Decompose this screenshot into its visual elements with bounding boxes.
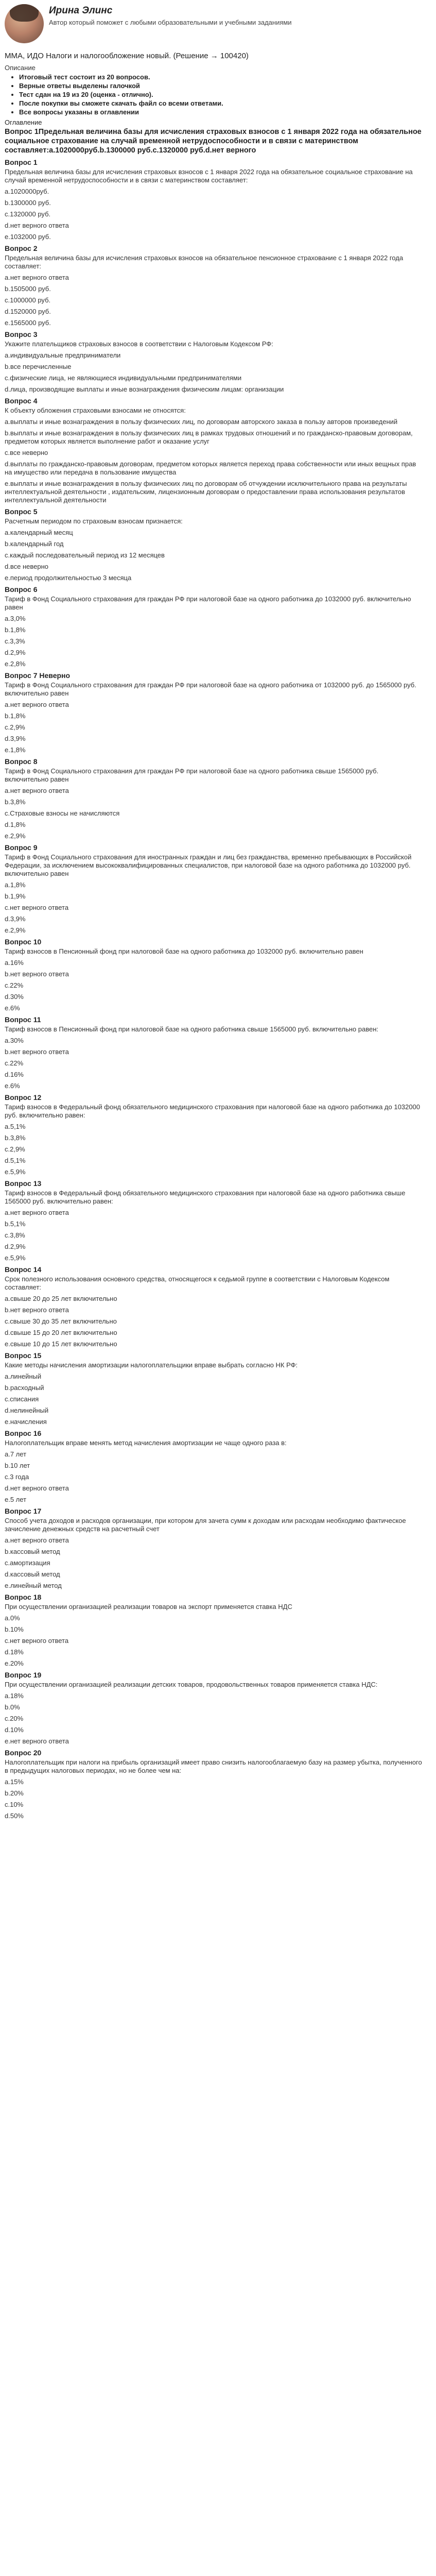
question-title: Вопрос 14 bbox=[5, 1265, 42, 1274]
answer-option: d.2,9% bbox=[5, 649, 26, 656]
answer-option: d.1520000 руб. bbox=[5, 308, 51, 315]
answer-option: a.1020000руб. bbox=[5, 188, 49, 195]
description-bullet: • Итоговый тест состоит из 20 вопросов. bbox=[19, 73, 422, 81]
question-text: Налогоплательщик при налоги на прибыль организаций имеет право снизить налогооблагаемую базу на размер убытка, полученного в предыдущих налоговых периодах, но не более чем на: bbox=[5, 1758, 422, 1774]
author-block bbox=[5, 3, 422, 49]
answer-option: d.1,8% bbox=[5, 821, 26, 828]
question-block bbox=[5, 1265, 422, 1348]
answer-option: a.линейный bbox=[5, 1372, 42, 1380]
answer-option: e.1,8% bbox=[5, 746, 26, 754]
answer-option: b.расходный bbox=[5, 1384, 44, 1392]
question-title: Вопрос 20 bbox=[5, 1749, 42, 1757]
answer-option: b.1,8% bbox=[5, 626, 26, 634]
answer-option: a.свыше 20 до 25 лет включительно bbox=[5, 1295, 117, 1302]
question-text: Тариф взносов в Пенсионный фонд при налоговой базе на одного работника свыше 1565000 руб. включительно равен: bbox=[5, 1025, 379, 1033]
question-title: Вопрос 4 bbox=[5, 397, 38, 405]
answer-option: e.2,8% bbox=[5, 660, 26, 668]
question-block bbox=[5, 671, 422, 754]
answer-option: e.начисления bbox=[5, 1418, 47, 1426]
answer-option: b.выплаты и иные вознаграждения в пользу физических лиц в рамках трудовых отношений и по гражданско-правовым договорам, предметом которых является выполнение работ и оказание услуг bbox=[5, 429, 413, 445]
question-title: Вопрос 12 bbox=[5, 1093, 42, 1101]
question-block bbox=[5, 1603, 422, 1668]
question-block bbox=[5, 585, 422, 668]
question-text: Какие методы начисления амортизации налогоплательщики вправе выбрать согласно НК РФ: bbox=[5, 1361, 298, 1369]
answer-option: b.3,8% bbox=[5, 798, 26, 806]
answer-option: e.6% bbox=[5, 1004, 20, 1012]
answer-option: c.1320000 руб. bbox=[5, 210, 51, 218]
answer-option: a.18% bbox=[5, 1692, 24, 1700]
answer-option: e.20% bbox=[5, 1659, 24, 1667]
question-title: Вопрос 17 bbox=[5, 1507, 42, 1515]
author-description: Автор который поможет с любыми образовательными и учебными заданиями bbox=[49, 19, 292, 26]
question-block bbox=[5, 1093, 422, 1176]
answer-option: d.16% bbox=[5, 1071, 24, 1078]
description-bullets bbox=[5, 73, 422, 116]
answer-option: a.календарный месяц bbox=[5, 529, 73, 536]
answer-option: d.3,9% bbox=[5, 735, 26, 742]
question-block bbox=[5, 1749, 422, 1820]
description-label: Описание bbox=[5, 64, 36, 72]
answer-option: a.5,1% bbox=[5, 1123, 26, 1130]
question-block bbox=[5, 1507, 422, 1590]
answer-option: a.7 лет bbox=[5, 1450, 27, 1458]
answer-option: b.20% bbox=[5, 1789, 24, 1797]
answer-option: d.все неверно bbox=[5, 563, 48, 570]
answer-option: d.3,9% bbox=[5, 915, 26, 923]
answer-option: c.физические лица, не являющиеся индивидуальными предпринимателями bbox=[5, 374, 242, 382]
author-name[interactable]: Ирина Элинс bbox=[49, 5, 113, 16]
answer-option: c.22% bbox=[5, 1059, 24, 1067]
description-bullet: • Тест сдан на 19 из 20 (оценка - отлично). bbox=[19, 90, 422, 99]
answer-option: e.нет верного ответа bbox=[5, 1737, 69, 1745]
answer-option: d.кассовый метод bbox=[5, 1570, 60, 1578]
question-block bbox=[5, 1593, 422, 1602]
answer-option: c.3,8% bbox=[5, 1231, 25, 1239]
question-text: Предельная величина базы для исчисления страховых взносов с 1 января 2022 года на обязательное социальное страхование на случай временной нетрудоспособности и в связи с материнством составляет: bbox=[5, 168, 413, 184]
answer-option: b.все перечисленные bbox=[5, 363, 72, 370]
answer-option: b.10% bbox=[5, 1625, 24, 1633]
page-title: ММА, ИДО Налоги и налогообложение новый. (Решение → 100420) bbox=[5, 52, 249, 60]
question-block bbox=[5, 1351, 422, 1426]
answer-option: a.30% bbox=[5, 1037, 24, 1044]
question-block bbox=[5, 1179, 422, 1262]
question-block bbox=[5, 1015, 422, 1090]
answer-option: b.1300000 руб. bbox=[5, 199, 51, 207]
question-title: Вопрос 6 bbox=[5, 585, 38, 594]
answer-option: e.период продолжительностью 3 месяца bbox=[5, 574, 132, 582]
answer-option: e.1032000 руб. bbox=[5, 233, 51, 241]
answer-option: b.3,8% bbox=[5, 1134, 26, 1142]
answer-option: e.5 лет bbox=[5, 1496, 27, 1503]
question-title: Вопрос 9 bbox=[5, 843, 38, 852]
answer-option: c.списания bbox=[5, 1395, 39, 1403]
question-text: Тариф в Фонд Социального страхования для граждан РФ при налоговой базе на одного работника до 1032000 руб. включительно равен bbox=[5, 595, 411, 611]
answer-option: c.свыше 30 до 35 лет включительно bbox=[5, 1317, 117, 1325]
question-title: Вопрос 16 bbox=[5, 1429, 42, 1437]
question-text: Тариф в Фонд Социального страхования для иностранных граждан и лиц без гражданства, временно пребывающих в Российской Федерации, за исключением высококвалифицированных специалистов, при налоговой базе на одного работника до 1032000 руб. включительно равен bbox=[5, 853, 412, 877]
question-title: Вопрос 8 bbox=[5, 757, 38, 766]
question-block bbox=[5, 397, 422, 504]
question-title: Вопрос 1 bbox=[5, 158, 38, 166]
question-text: К объекту обложения страховыми взносами не относятся: bbox=[5, 406, 186, 414]
answer-option: d.выплаты по гражданско-правовым договорам, предметом которых является переход права собственности или иных вещных прав на имущество или передача в пользование имущества bbox=[5, 460, 416, 476]
avatar[interactable] bbox=[5, 4, 44, 43]
question-text: Укажите плательщиков страховых взносов в соответствии с Налоговым Кодексом РФ: bbox=[5, 340, 273, 348]
answer-option: c.3,3% bbox=[5, 637, 25, 645]
question-text: При осуществлении организацией реализации товаров на экспорт применяется ставка НДС bbox=[5, 1603, 292, 1611]
question-block bbox=[5, 507, 422, 582]
answer-option: c.амортизация bbox=[5, 1559, 50, 1567]
description-bullet: • Верные ответы выделены галочкой bbox=[19, 81, 422, 90]
answer-option: d.нет верного ответа bbox=[5, 222, 69, 229]
question-text: Тариф в Фонд Социального страхования для граждан РФ при налоговой базе на одного работника от 1032000 руб. до 1565000 руб. включительно равен bbox=[5, 681, 416, 697]
answer-option: b.5,1% bbox=[5, 1220, 26, 1228]
answer-option: d.18% bbox=[5, 1648, 24, 1656]
question-title: Вопрос 3 bbox=[5, 330, 38, 338]
answer-option: a.индивидуальные предприниматели bbox=[5, 351, 121, 359]
answer-option: c.10% bbox=[5, 1801, 24, 1808]
answer-option: b.0% bbox=[5, 1703, 20, 1711]
question-block bbox=[5, 1671, 422, 1745]
description-bullet: • После покупки вы сможете скачать файл со всеми ответами. bbox=[19, 99, 422, 108]
author-info bbox=[49, 3, 292, 27]
answer-option: a.выплаты и иные вознаграждения в пользу физических лиц, по договорам авторского заказа в пользу авторов произведений bbox=[5, 418, 398, 426]
answer-option: c.нет верного ответа bbox=[5, 904, 69, 911]
answer-option: a.3,0% bbox=[5, 615, 26, 622]
answer-option: b.нет верного ответа bbox=[5, 970, 69, 978]
question-block bbox=[5, 244, 422, 327]
question-block bbox=[5, 1429, 422, 1504]
answer-option: e.2,9% bbox=[5, 832, 26, 840]
answer-option: e.свыше 10 до 15 лет включительно bbox=[5, 1340, 117, 1348]
question-text: Тариф взносов в Федеральный фонд обязательного медицинского страхования при налоговой базе на одного работника свыше 1565000 руб. включительно равен: bbox=[5, 1189, 406, 1205]
answer-option: a.нет верного ответа bbox=[5, 787, 69, 794]
answer-option: a.нет верного ответа bbox=[5, 701, 69, 708]
answer-option: e.5,9% bbox=[5, 1254, 26, 1262]
question-title: Вопрос 5 bbox=[5, 507, 38, 516]
answer-option: e.2,9% bbox=[5, 926, 26, 934]
answer-option: c.20% bbox=[5, 1715, 24, 1722]
answer-option: e.6% bbox=[5, 1082, 20, 1090]
question-text: Способ учета доходов и расходов организации, при котором для зачета сумм к доходам или расходам необходимо фактическое зачисление денежных средств на расчетный счет bbox=[5, 1517, 406, 1533]
answer-option: b.нет верного ответа bbox=[5, 1306, 69, 1314]
toc-heading: Вопрос 1Предельная величина базы для исчисления страховых взносов с 1 января 2022 года на обязательное социальное страхование на случай временной нетрудоспособности и в связи с материнством составляет:a.1020000руб.b.1300000 руб.c.1320000 руб.d.нет верного bbox=[5, 128, 422, 155]
question-block bbox=[5, 757, 422, 840]
answer-option: b.1,8% bbox=[5, 712, 26, 720]
question-block bbox=[5, 938, 422, 1012]
answer-option: d.нелинейный bbox=[5, 1406, 49, 1414]
answer-option: b.нет верного ответа bbox=[5, 1048, 69, 1056]
question-block bbox=[5, 330, 422, 394]
answer-option: a.нет верного ответа bbox=[5, 274, 69, 281]
question-title: Вопрос 18 bbox=[5, 1593, 42, 1601]
question-title: Вопрос 13 bbox=[5, 1179, 42, 1188]
answer-option: b.календарный год bbox=[5, 540, 64, 548]
question-block bbox=[5, 843, 422, 935]
question-text: Тариф взносов в Пенсионный фонд при налоговой базе на одного работника до 1032000 руб. включительно равен bbox=[5, 947, 363, 955]
answer-option: b.1,9% bbox=[5, 892, 26, 900]
answer-option: c.1000000 руб. bbox=[5, 296, 51, 304]
answer-option: c.3 года bbox=[5, 1473, 29, 1481]
answer-option: b.10 лет bbox=[5, 1462, 30, 1469]
answer-option: c.все неверно bbox=[5, 449, 48, 456]
toc-label: Оглавление bbox=[5, 118, 42, 126]
question-text: Тариф в Фонд Социального страхования для граждан РФ при налоговой базе на одного работника свыше 1565000 руб. включительно равен bbox=[5, 767, 379, 783]
answer-option: d.30% bbox=[5, 993, 24, 1001]
answer-option: c.каждый последовательный период из 12 месяцев bbox=[5, 551, 165, 559]
answer-option: e.1565000 руб. bbox=[5, 319, 51, 327]
question-block bbox=[5, 158, 422, 241]
answer-option: e.5,9% bbox=[5, 1168, 26, 1176]
question-title: Вопрос 10 bbox=[5, 938, 42, 946]
answer-option: c.2,9% bbox=[5, 1145, 25, 1153]
question-title: Вопрос 19 bbox=[5, 1671, 42, 1679]
question-title: Вопрос 7 Неверно bbox=[5, 671, 71, 680]
answer-option: d.10% bbox=[5, 1726, 24, 1734]
answer-option: a.16% bbox=[5, 959, 24, 967]
question-title: Вопрос 11 bbox=[5, 1015, 41, 1024]
answer-option: a.1,8% bbox=[5, 881, 26, 889]
answer-option: e.линейный метод bbox=[5, 1582, 62, 1589]
answer-option: a.15% bbox=[5, 1778, 24, 1786]
answer-option: d.50% bbox=[5, 1812, 24, 1820]
questions-list bbox=[5, 158, 422, 1820]
answer-option: a.нет верного ответа bbox=[5, 1536, 69, 1544]
question-text: Срок полезного использования основного средства, относящегося к седьмой группе в соответствии с Налоговым Кодексом составляет: bbox=[5, 1275, 390, 1291]
answer-option: c.2,9% bbox=[5, 723, 25, 731]
answer-option: c.Страховые взносы не начисляются bbox=[5, 809, 120, 817]
question-text: Предельная величина базы для исчисления страховых взносов на обязательное пенсионное страхование с 1 января 2022 года составляет: bbox=[5, 254, 404, 270]
answer-option: d.лица, производящие выплаты и иные вознаграждения физическим лицам: организации bbox=[5, 385, 284, 393]
answer-option: d.нет верного ответа bbox=[5, 1484, 69, 1492]
answer-option: a.0% bbox=[5, 1614, 20, 1622]
question-text: Расчетным периодом по страховым взносам признается: bbox=[5, 517, 183, 525]
question-text: Налогоплательщик вправе менять метод начисления амортизации не чаще одного раза в: bbox=[5, 1439, 287, 1447]
question-text: При осуществлении организацией реализации детских товаров, продовольственных товаров применяется ставка НДС: bbox=[5, 1681, 378, 1688]
question-title: Вопрос 2 bbox=[5, 244, 38, 252]
answer-option: e.выплаты и иные вознаграждения в пользу физических лиц по договорам об отчуждении исключительного права на результаты интеллектуальной деятельности , издательским, лицензионным договорам о предоставлении права использования результатов интеллектуальной деятельности bbox=[5, 480, 407, 504]
answer-option: c.22% bbox=[5, 981, 24, 989]
answer-option: d.5,1% bbox=[5, 1157, 26, 1164]
answer-option: d.свыше 15 до 20 лет включительно bbox=[5, 1329, 117, 1336]
answer-option: b.1505000 руб. bbox=[5, 285, 51, 293]
answer-option: b.кассовый метод bbox=[5, 1548, 60, 1555]
question-title: Вопрос 15 bbox=[5, 1351, 42, 1360]
description-bullet: • Все вопросы указаны в оглавлении bbox=[19, 108, 422, 116]
answer-option: c.нет верного ответа bbox=[5, 1637, 69, 1645]
answer-option: d.2,9% bbox=[5, 1243, 26, 1250]
answer-option: a.нет верного ответа bbox=[5, 1209, 69, 1216]
question-text: Тариф взносов в Федеральный фонд обязательного медицинского страхования при налоговой базе на одного работника до 1032000 руб. включительно равен: bbox=[5, 1103, 420, 1119]
